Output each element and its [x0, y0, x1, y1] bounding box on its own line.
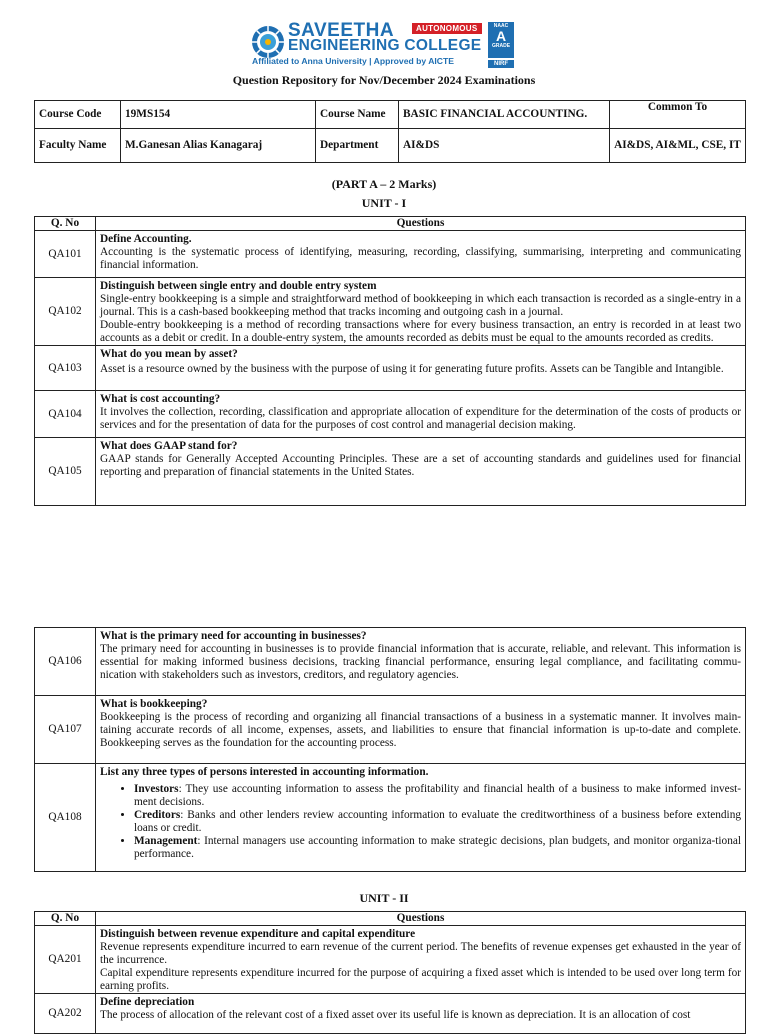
answer-text: The process of allocation of the relevant cost of a fixed asset over its useful life is known as depreciation. It is an allocation of cost [100, 1009, 691, 1021]
answer-text: Asset is a resource owned by the business with the purpose of using it for generating future profits. Assets can be Tangible and Intangible. [100, 363, 724, 375]
common-to-value: AI&DS, AI&ML, CSE, IT [610, 129, 746, 163]
question-number: QA102 [35, 278, 96, 346]
interested-persons-list [100, 783, 741, 861]
question-cell [96, 764, 746, 872]
faculty-name-label: Faculty Name [35, 129, 121, 163]
question-cell [96, 346, 746, 391]
answer-text: Revenue represents expenditure incurred to earn revenue of the current period. The benefits of revenue expenses get exhausted in the year of the incurrence. [100, 941, 741, 966]
question-number: QA103 [35, 346, 96, 391]
course-info-table [34, 100, 746, 163]
list-item [134, 783, 741, 809]
college-emblem-icon [250, 24, 286, 60]
nirf-badge: NIRF [488, 60, 514, 68]
col-questions-header: Questions [96, 912, 746, 926]
answer-text-2: Capital expenditure represents expenditure incurred for the purpose of acquiring a fixed asset which is intended to be used over long term for earning profits. [100, 967, 741, 992]
question-number: QA105 [35, 438, 96, 506]
college-header [0, 20, 768, 68]
question-number: QA106 [35, 628, 96, 696]
question-number: QA101 [35, 231, 96, 278]
answer-text-2: Double-entry bookkeeping is a method of recording transactions where for every business transaction, an entry is recorded in at least two accounts as a debit or credit. In a double-entry system, the amounts recorded as debits must be equal to the amounts recorded as credits. [100, 319, 741, 344]
table-row [35, 278, 746, 346]
question-number: QA107 [35, 696, 96, 764]
common-to-label: Common To [610, 101, 746, 129]
col-qno-header: Q. No [35, 912, 96, 926]
answer-text: Accounting is the systematic process of identifying, measuring, recording, classifying, summarising, interpreting and communicating financial information. [100, 246, 741, 271]
list-item-text: : Internal managers use accounting information to make strategic decisions, plan budgets, and monitor organiza-tional performance. [134, 835, 741, 860]
course-code-value: 19MS154 [121, 101, 316, 129]
course-code-label: Course Code [35, 101, 121, 129]
naac-top-text: NAAC [493, 23, 509, 29]
question-cell [96, 696, 746, 764]
col-questions-header: Questions [96, 217, 746, 231]
question-text: What is cost accounting? [100, 393, 221, 405]
question-cell [96, 278, 746, 346]
question-text: Define Accounting. [100, 233, 192, 245]
unit-1-table [34, 216, 746, 506]
question-cell [96, 628, 746, 696]
question-number: QA201 [35, 926, 96, 994]
list-item-text: : They use accounting information to assess the profitability and financial health of a business to make informed invest-ment decisions. [134, 783, 741, 808]
question-text: Distinguish between revenue expenditure and capital expenditure [100, 928, 416, 940]
list-item-term: Creditors [134, 809, 181, 821]
repository-title: Question Repository for Nov/December 2024 Examinations [232, 73, 536, 87]
unit-1-continued-table [34, 627, 746, 872]
part-title: (PART A – 2 Marks) [331, 177, 437, 191]
logo-line-2: ENGINEERING COLLEGE [288, 37, 482, 54]
course-name-value: BASIC FINANCIAL ACCOUNTING. [399, 101, 610, 129]
autonomous-badge: AUTONOMOUS [412, 23, 482, 34]
answer-text: GAAP stands for Generally Accepted Accounting Principles. These are a set of accounting standards and guidelines used for financial reporting and preparation of financial statements in the United States. [100, 453, 741, 478]
unit-2-table [34, 911, 746, 1034]
department-value: AI&DS [399, 129, 610, 163]
question-text: What does GAAP stand for? [100, 440, 238, 452]
unit-2-title: UNIT - II [359, 891, 409, 905]
question-text: What is the primary need for accounting in businesses? [100, 630, 367, 642]
question-number: QA108 [35, 764, 96, 872]
table-row [35, 438, 746, 506]
table-row [35, 231, 746, 278]
course-name-label: Course Name [316, 101, 399, 129]
naac-bottom-text: GRADE [491, 43, 511, 49]
list-item-term: Investors [134, 783, 179, 795]
college-logo [250, 20, 518, 68]
naac-badge [488, 22, 514, 58]
faculty-name-value: M.Ganesan Alias Kanagaraj [121, 129, 316, 163]
logo-line-1: SAVEETHA [288, 20, 395, 41]
table-row [35, 764, 746, 872]
col-qno-header: Q. No [35, 217, 96, 231]
question-cell [96, 231, 746, 278]
question-text: What is bookkeeping? [100, 698, 208, 710]
department-label: Department [316, 129, 399, 163]
question-number: QA202 [35, 994, 96, 1034]
question-text: What do you mean by asset? [100, 348, 238, 360]
table-row [35, 926, 746, 994]
question-text: Distinguish between single entry and double entry system [100, 280, 377, 292]
table-row [35, 391, 746, 438]
list-item-term: Management [134, 835, 198, 847]
question-cell [96, 391, 746, 438]
unit-1-title: UNIT - I [361, 196, 407, 210]
question-text: List any three types of persons interested in accounting information. [100, 766, 429, 778]
answer-text: Bookkeeping is the process of recording and organizing all financial transactions of a business in a systematic manner. It involves main-taining accurate records of all income, expenses, assets, and liabilities to ensure that financial information is up-to-date and complete. Bookkeeping serves as the foundation for the accounting process. [100, 711, 741, 749]
list-item [134, 809, 741, 835]
answer-text: The primary need for accounting in businesses is to provide financial information that is accurate, reliable, and relevant. This information is essential for making informed business decisions, tracking financial performance, ensuring legal compliance, and facilitating commu-nication with stakeholders such as investors, creditors, and regulatory agencies. [100, 643, 741, 681]
logo-tagline: Affiliated to Anna University | Approved by AICTE [252, 56, 454, 66]
table-row [35, 628, 746, 696]
question-cell [96, 438, 746, 506]
question-text: Define depreciation [100, 996, 195, 1008]
naac-grade-text: A [495, 28, 507, 44]
question-number: QA104 [35, 391, 96, 438]
list-item-text: : Banks and other lenders review accounting information to evaluate the creditworthiness of a business before extending loans or credit. [134, 809, 741, 834]
table-row [35, 696, 746, 764]
answer-text: Single-entry bookkeeping is a simple and straightforward method of bookkeeping in which each transaction is recorded as a single-entry in a journal. This is a cash-based bookkeeping method that tracks incoming and outgoing cash in a journal. [100, 293, 741, 318]
list-item [134, 835, 741, 861]
question-cell [96, 994, 746, 1034]
answer-text: It involves the collection, recording, classification and appropriate allocation of expenditure for the determination of the costs of products or services and for the presentation of data for the purposes of cost control and managerial decision making. [100, 406, 741, 431]
table-row [35, 994, 746, 1034]
table-row [35, 346, 746, 391]
question-cell [96, 926, 746, 994]
